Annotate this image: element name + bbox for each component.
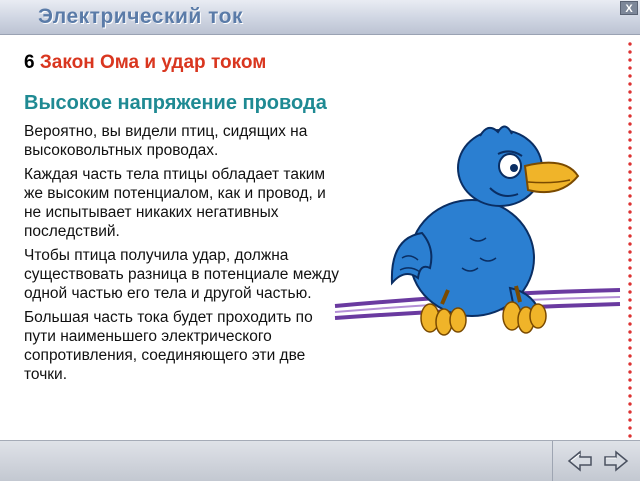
body-text <box>24 122 344 389</box>
paragraph: Большая часть тока будет проходить по пути наименьшего электрического сопротивления, соединяющего эти две точки. <box>24 309 313 383</box>
back-arrow-icon <box>566 448 594 474</box>
footer-divider <box>552 441 553 481</box>
dotted-margin-decoration <box>627 40 633 440</box>
lesson-heading <box>24 52 266 74</box>
back-button[interactable] <box>566 448 594 474</box>
footer-bar <box>0 440 640 481</box>
lesson-number: 6 <box>24 52 35 73</box>
forward-button[interactable] <box>602 448 630 474</box>
paragraph: Чтобы птица получила удар, должна существовать разница в потенциале между одной частью его тела и другой частью. <box>24 247 339 302</box>
paragraph: Каждая часть тела птицы обладает таким же высоким потенциалом, как и провод, и не испытывает никаких негативных последствий. <box>24 166 326 240</box>
paragraph: Вероятно, вы видели птиц, сидящих на высоковольтных проводах. <box>24 123 308 159</box>
close-icon: X <box>625 3 633 15</box>
app-title: Электрический ток <box>38 5 243 28</box>
bird-on-wire-illustration <box>330 118 630 358</box>
forward-arrow-icon <box>602 448 630 474</box>
section-title: Высокое напряжение провода <box>24 92 327 114</box>
lesson-title: Закон Ома и удар током <box>39 52 267 73</box>
close-button[interactable] <box>620 1 638 15</box>
title-bar <box>0 0 640 35</box>
